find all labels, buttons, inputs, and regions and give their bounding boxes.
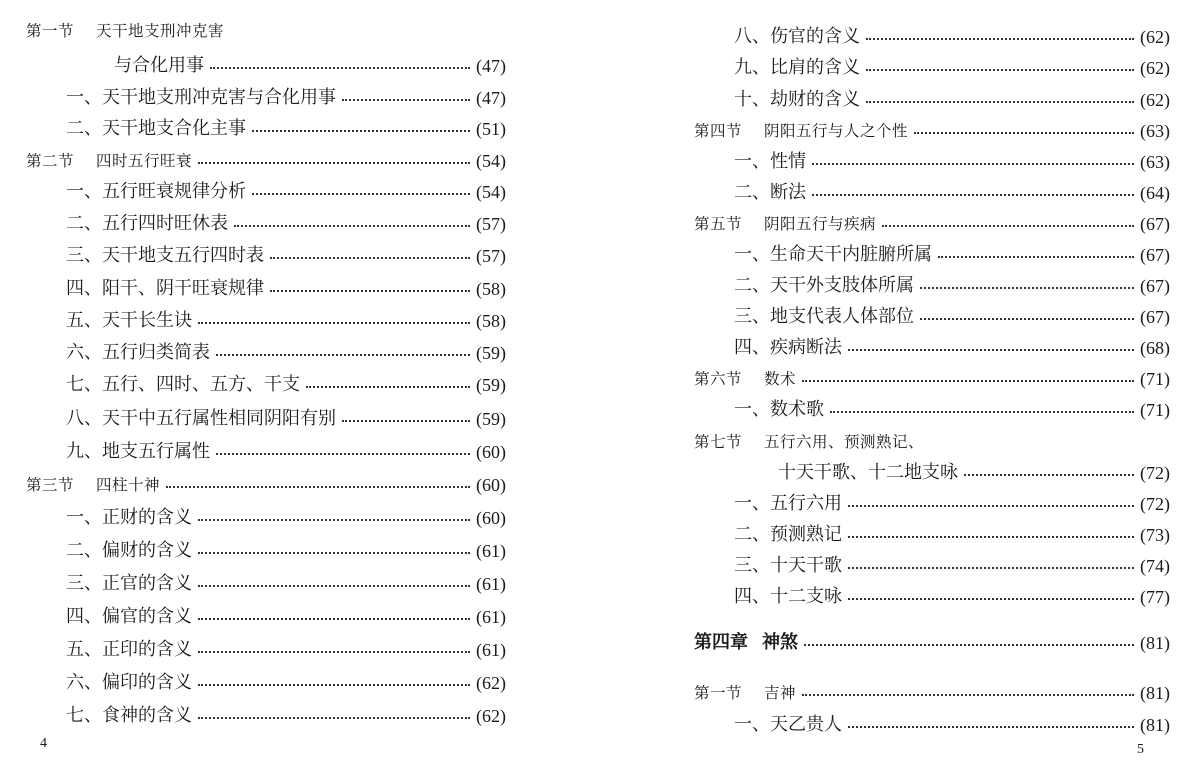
toc-entry-title — [66, 209, 228, 239]
toc-entry-item — [66, 370, 506, 400]
toc-entry-item — [66, 569, 506, 599]
toc-entry-label: 第四章 — [694, 632, 748, 653]
toc-entry-title — [26, 16, 224, 46]
toc-entry-title — [734, 178, 806, 208]
page-number-right: 5 — [1137, 742, 1144, 757]
toc-entry-page: (51) — [476, 119, 506, 139]
right-page — [594, 0, 1189, 760]
toc-entry-page: (58) — [476, 279, 506, 299]
toc-entry-title — [734, 22, 860, 52]
toc-entry-title — [694, 364, 796, 394]
dot-leader — [848, 520, 1134, 550]
toc-entry-item — [66, 83, 506, 113]
toc-entry-text: 一、五行六用 — [734, 493, 842, 514]
toc-entry-page: (57) — [476, 246, 506, 266]
toc-entry-title — [66, 370, 300, 400]
toc-entry-title — [694, 678, 796, 708]
toc-entry-section — [694, 427, 1170, 457]
page-number-left: 4 — [40, 736, 47, 751]
toc-entry-text: 二、天干外支肢体所属 — [734, 275, 914, 296]
toc-entry-page: (47) — [476, 88, 506, 108]
toc-entry-title — [734, 302, 914, 332]
toc-entry-page: (73) — [1140, 525, 1170, 545]
dot-leader — [964, 458, 1134, 488]
toc-entry-title — [694, 427, 924, 457]
toc-entry-item — [734, 22, 1170, 52]
dot-leader — [938, 240, 1134, 270]
toc-entry-section — [694, 678, 1170, 708]
toc-entry-title — [66, 114, 246, 144]
toc-entry-page: (67) — [1140, 307, 1170, 327]
toc-entry-text: 阴阳五行与人之个性 — [764, 122, 909, 140]
toc-entry-title — [66, 83, 336, 113]
toc-entry-page: (67) — [1140, 214, 1170, 234]
toc-entry-text: 八、伤官的含义 — [734, 26, 860, 47]
toc-entry-title — [66, 635, 192, 665]
toc-entry-item — [66, 668, 506, 698]
toc-entry-page: (71) — [1140, 369, 1170, 389]
toc-entry-label: 第五节 — [694, 215, 743, 233]
toc-entry-page: (72) — [1140, 494, 1170, 514]
dot-leader — [270, 241, 470, 271]
toc-entry-page: (81) — [1140, 633, 1170, 653]
toc-entry-text: 五行六用、预测熟记、 — [764, 433, 925, 451]
toc-entry-title — [66, 602, 192, 632]
toc-entry-title — [734, 551, 842, 581]
dot-leader — [920, 271, 1134, 301]
dot-leader — [848, 333, 1134, 363]
dot-leader — [198, 503, 470, 533]
toc-entry-item — [734, 240, 1170, 270]
toc-entry-text: 三、天干地支五行四时表 — [66, 245, 264, 266]
toc-entry-item — [734, 582, 1170, 612]
toc-entry-item — [734, 520, 1170, 550]
dot-leader — [198, 146, 470, 176]
toc-entry-text: 四、阳干、阴干旺衰规律 — [66, 278, 264, 299]
toc-entry-item — [66, 602, 506, 632]
toc-entry-text: 一、生命天干内脏腑所属 — [734, 244, 932, 265]
toc-entry-title — [66, 668, 192, 698]
toc-entry-page: (60) — [476, 475, 506, 495]
toc-entry-text: 一、正财的含义 — [66, 507, 192, 528]
toc-entry-title — [66, 177, 246, 207]
toc-entry-text: 一、五行旺衰规律分析 — [66, 181, 246, 202]
toc-entry-text: 四、偏官的含义 — [66, 606, 192, 627]
dot-leader — [920, 302, 1134, 332]
toc-entry-text: 二、五行四时旺休表 — [66, 213, 228, 234]
dot-leader — [270, 274, 470, 304]
dot-leader — [848, 551, 1134, 581]
toc-entry-label: 第一节 — [26, 22, 75, 40]
toc-entry-item — [66, 306, 506, 336]
toc-entry-page: (72) — [1140, 463, 1170, 483]
toc-entry-text: 二、偏财的含义 — [66, 540, 192, 561]
toc-entry-label: 第一节 — [694, 684, 743, 702]
toc-entry-text: 四时五行旺衰 — [96, 152, 193, 170]
dot-leader — [198, 536, 470, 566]
dot-leader — [198, 569, 470, 599]
toc-entry-page: (62) — [476, 706, 506, 726]
toc-entry-label: 第六节 — [694, 370, 743, 388]
toc-entry-section — [694, 209, 1170, 239]
toc-entry-page: (77) — [1140, 587, 1170, 607]
toc-entry-page: (61) — [476, 640, 506, 660]
toc-entry-item — [66, 274, 506, 304]
toc-entry-page: (59) — [476, 409, 506, 429]
dot-leader — [848, 710, 1134, 740]
toc-entry-title — [66, 437, 210, 467]
toc-entry-text: 二、天干地支合化主事 — [66, 118, 246, 139]
toc-entry-text: 一、天乙贵人 — [734, 714, 842, 735]
dot-leader — [234, 209, 470, 239]
dot-leader — [866, 85, 1134, 115]
toc-entry-text: 十、劫财的含义 — [734, 89, 860, 110]
toc-entry-page: (74) — [1140, 556, 1170, 576]
toc-entry-text: 与合化用事 — [114, 55, 204, 76]
toc-entry-page: (54) — [476, 151, 506, 171]
dot-leader — [342, 404, 470, 434]
toc-entry-item — [734, 85, 1170, 115]
dot-leader — [216, 437, 470, 467]
toc-entry-page: (63) — [1140, 121, 1170, 141]
toc-entry-text: 神煞 — [762, 632, 798, 653]
toc-entry-page: (61) — [476, 607, 506, 627]
toc-entry-text: 八、天干中五行属性相同阴阳有别 — [66, 408, 336, 429]
toc-entry-text: 九、比肩的含义 — [734, 57, 860, 78]
toc-entry-item — [734, 178, 1170, 208]
toc-entry-item — [734, 551, 1170, 581]
toc-entry-section — [694, 116, 1170, 146]
toc-entry-title — [26, 470, 160, 500]
left-page — [0, 0, 594, 760]
toc-entry-text: 一、性情 — [734, 151, 806, 172]
toc-entry-text: 九、地支五行属性 — [66, 441, 210, 462]
dot-leader — [198, 635, 470, 665]
toc-entry-text: 十天干歌、十二地支咏 — [778, 462, 958, 483]
toc-entry-text: 一、数术歌 — [734, 399, 824, 420]
toc-entry-page: (68) — [1140, 338, 1170, 358]
toc-entry-item — [66, 701, 506, 731]
dot-leader — [306, 370, 470, 400]
toc-entry-item — [66, 635, 506, 665]
toc-entry-title — [66, 503, 192, 533]
toc-entry-title — [734, 582, 842, 612]
dot-leader — [802, 364, 1134, 394]
dot-leader — [216, 338, 470, 368]
dot-leader — [198, 701, 470, 731]
toc-entry-page: (63) — [1140, 152, 1170, 172]
toc-entry-title — [734, 710, 842, 740]
toc-entry-item — [66, 536, 506, 566]
dot-leader — [812, 178, 1134, 208]
dot-leader — [802, 678, 1134, 708]
toc-entry-title — [26, 146, 192, 176]
toc-entry-page: (59) — [476, 375, 506, 395]
dot-leader — [198, 306, 470, 336]
toc-entry-item — [66, 177, 506, 207]
toc-entry-page: (47) — [476, 56, 506, 76]
dot-leader — [210, 51, 470, 81]
toc-entry-item — [734, 395, 1170, 425]
toc-entry-item — [734, 333, 1170, 363]
toc-entry-title — [734, 240, 932, 270]
toc-entry-page: (62) — [476, 673, 506, 693]
toc-entry-item — [734, 302, 1170, 332]
toc-entry-title — [734, 489, 842, 519]
toc-entry-title — [66, 274, 264, 304]
toc-entry-title — [694, 209, 876, 239]
toc-entry-item — [66, 404, 506, 434]
toc-entry-text: 三、地支代表人体部位 — [734, 306, 914, 327]
toc-entry-page: (62) — [1140, 90, 1170, 110]
dot-leader — [830, 395, 1134, 425]
dot-leader — [252, 114, 470, 144]
toc-entry-page: (67) — [1140, 245, 1170, 265]
toc-entry-page: (81) — [1140, 715, 1170, 735]
toc-entry-page: (60) — [476, 442, 506, 462]
toc-entry-label: 第四节 — [694, 122, 743, 140]
toc-entry-page: (62) — [1140, 58, 1170, 78]
toc-entry-section — [26, 470, 506, 500]
dot-leader — [866, 53, 1134, 83]
toc-entry-text: 三、十天干歌 — [734, 555, 842, 576]
toc-entry-item — [66, 114, 506, 144]
toc-entry-page: (59) — [476, 343, 506, 363]
toc-entry-title — [734, 520, 842, 550]
toc-entry-section — [694, 364, 1170, 394]
dot-leader — [252, 177, 470, 207]
toc-entry-title — [694, 116, 908, 146]
toc-entry-item — [66, 241, 506, 271]
toc-entry-text: 四柱十神 — [96, 476, 161, 494]
toc-entry-page: (67) — [1140, 276, 1170, 296]
toc-entry-chapter — [694, 628, 1170, 658]
toc-entry-title — [734, 53, 860, 83]
toc-entry-label: 第二节 — [26, 152, 75, 170]
toc-entry-item — [734, 710, 1170, 740]
toc-entry-item — [734, 147, 1170, 177]
toc-entry-page: (71) — [1140, 400, 1170, 420]
toc-entry-title — [66, 701, 192, 731]
toc-entry-page: (60) — [476, 508, 506, 528]
toc-entry-page: (81) — [1140, 683, 1170, 703]
toc-entry-text: 天干地支刑冲克害 — [96, 22, 225, 40]
dot-leader — [166, 470, 470, 500]
toc-entry-title — [734, 271, 914, 301]
toc-entry-item — [66, 437, 506, 467]
toc-entry-cont — [114, 51, 506, 81]
toc-entry-text: 七、五行、四时、五方、干支 — [66, 374, 300, 395]
toc-entry-item — [734, 489, 1170, 519]
toc-entry-title — [66, 536, 192, 566]
toc-entry-text: 二、断法 — [734, 182, 806, 203]
toc-entry-page: (54) — [476, 182, 506, 202]
toc-entry-label: 第七节 — [694, 433, 743, 451]
toc-entry-text: 七、食神的含义 — [66, 705, 192, 726]
toc-entry-text: 三、正官的含义 — [66, 573, 192, 594]
dot-leader — [804, 628, 1134, 658]
dot-leader — [848, 582, 1134, 612]
dot-leader — [866, 22, 1134, 52]
toc-entry-title — [734, 395, 824, 425]
toc-entry-page: (62) — [1140, 27, 1170, 47]
toc-entry-title — [734, 147, 806, 177]
toc-entry-text: 六、五行归类简表 — [66, 342, 210, 363]
toc-entry-section — [26, 146, 506, 176]
toc-entry-item — [66, 209, 506, 239]
toc-entry-text: 阴阳五行与疾病 — [764, 215, 877, 233]
toc-entry-text: 二、预测熟记 — [734, 524, 842, 545]
toc-entry-cont — [778, 458, 1170, 488]
toc-entry-text: 五、正印的含义 — [66, 639, 192, 660]
toc-entry-text: 数术 — [764, 370, 797, 388]
dot-leader — [882, 209, 1134, 239]
toc-entry-title — [66, 306, 192, 336]
dot-leader — [848, 489, 1134, 519]
toc-entry-item — [734, 271, 1170, 301]
toc-entry-page: (64) — [1140, 183, 1170, 203]
toc-entry-page: (61) — [476, 541, 506, 561]
toc-entry-text: 五、天干长生诀 — [66, 310, 192, 331]
dot-leader — [198, 668, 470, 698]
toc-entry-title — [734, 333, 842, 363]
toc-entry-text: 六、偏印的含义 — [66, 672, 192, 693]
toc-entry-text: 四、疾病断法 — [734, 337, 842, 358]
toc-entry-item — [734, 53, 1170, 83]
toc-entry-title — [66, 404, 336, 434]
toc-entry-title — [114, 51, 204, 81]
toc-entry-title — [694, 628, 798, 658]
toc-entry-text: 四、十二支咏 — [734, 586, 842, 607]
toc-entry-section — [26, 16, 506, 46]
toc-entry-page: (61) — [476, 574, 506, 594]
toc-entry-label: 第三节 — [26, 476, 75, 494]
toc-entry-page: (57) — [476, 214, 506, 234]
toc-entry-text: 吉神 — [764, 684, 797, 702]
toc-entry-item — [66, 338, 506, 368]
toc-entry-item — [66, 503, 506, 533]
dot-leader — [812, 147, 1134, 177]
toc-entry-text: 一、天干地支刑冲克害与合化用事 — [66, 87, 336, 108]
dot-leader — [198, 602, 470, 632]
toc-entry-title — [778, 458, 958, 488]
toc-entry-title — [66, 338, 210, 368]
toc-entry-page: (58) — [476, 311, 506, 331]
dot-leader — [914, 116, 1134, 146]
dot-leader — [342, 83, 470, 113]
toc-entry-title — [66, 241, 264, 271]
toc-entry-title — [66, 569, 192, 599]
toc-entry-title — [734, 85, 860, 115]
